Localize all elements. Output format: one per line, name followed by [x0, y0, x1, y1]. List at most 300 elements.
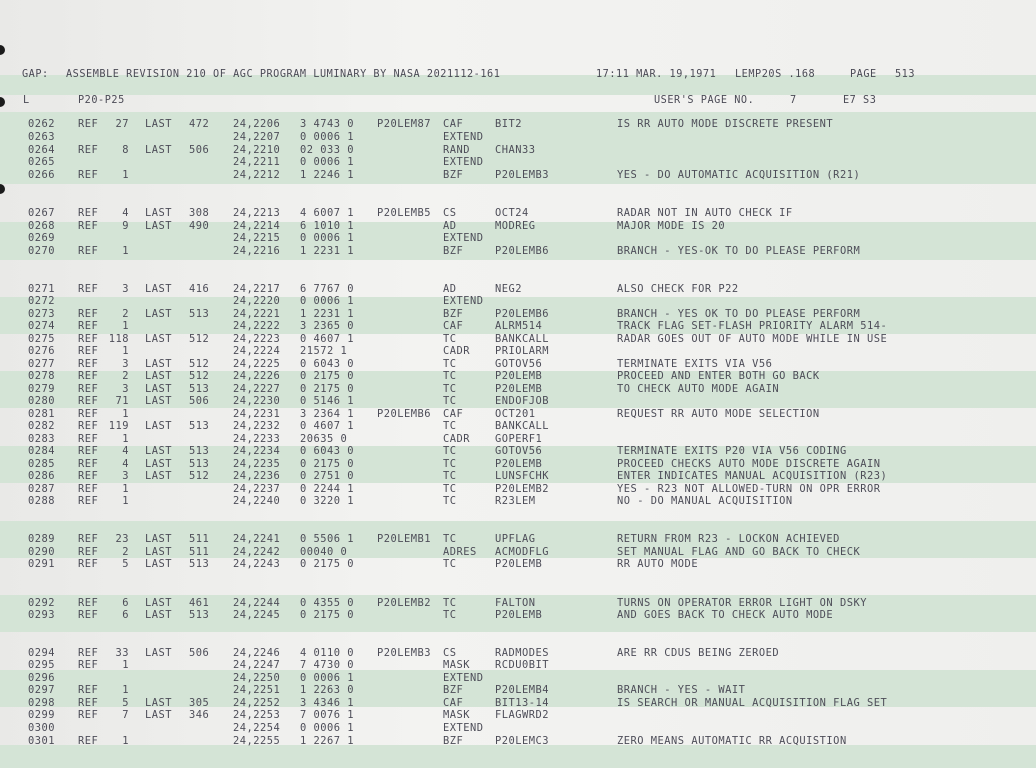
- comment: ARE RR CDUS BEING ZEROED: [617, 647, 780, 659]
- comment: TERMINATE EXITS P20 VIA V56 CODING: [617, 445, 847, 457]
- octal-word: 00040 0: [300, 546, 348, 558]
- comment: AND GOES BACK TO CHECK AUTO MODE: [617, 609, 834, 621]
- line-number: 0274: [28, 320, 56, 332]
- line-number: 0263: [28, 131, 56, 143]
- symbol-label: P20LEM87: [377, 118, 432, 130]
- octal-word: 0 2244 1: [300, 483, 355, 495]
- opcode: TC: [443, 358, 457, 370]
- last-page: 513: [189, 383, 210, 395]
- address: 24,2214: [233, 220, 281, 232]
- ref-keyword: REF: [78, 684, 99, 696]
- last-keyword: LAST: [145, 333, 173, 345]
- line-number: 0298: [28, 697, 56, 709]
- last-page: 506: [189, 647, 210, 659]
- octal-word: 0 2175 0: [300, 370, 355, 382]
- operand: P20LEMB2: [495, 483, 550, 495]
- opcode: EXTEND: [443, 131, 484, 143]
- comment: TERMINATE EXITS VIA V56: [617, 358, 773, 370]
- listing-letter: L: [23, 95, 30, 106]
- octal-word: 7 4730 0: [300, 659, 355, 671]
- last-keyword: LAST: [145, 647, 173, 659]
- line-number: 0273: [28, 308, 56, 320]
- comment: IS SEARCH OR MANUAL ACQUISITION FLAG SET: [617, 697, 888, 709]
- octal-word: 1 2231 1: [300, 308, 355, 320]
- line-number: 0293: [28, 609, 56, 621]
- opcode: TC: [443, 558, 457, 570]
- opcode: EXTEND: [443, 156, 484, 168]
- line-number: 0266: [28, 169, 56, 181]
- octal-word: 4 0110 0: [300, 647, 355, 659]
- ref-keyword: REF: [78, 420, 99, 432]
- last-page: 308: [189, 207, 210, 219]
- opcode: BZF: [443, 735, 464, 747]
- comment: TURNS ON OPERATOR ERROR LIGHT ON DSKY: [617, 597, 867, 609]
- last-page: 513: [189, 458, 210, 470]
- line-number: 0264: [28, 144, 56, 156]
- comment: NO - DO MANUAL ACQUISITION: [617, 495, 793, 507]
- ref-keyword: REF: [78, 358, 99, 370]
- address: 24,2242: [233, 546, 281, 558]
- address: 24,2240: [233, 495, 281, 507]
- operand: P20LEMB3: [495, 169, 550, 181]
- line-number: 0269: [28, 232, 56, 244]
- ref-count: [103, 131, 129, 143]
- line-number: 0280: [28, 395, 56, 407]
- ref-count: 1: [122, 320, 129, 332]
- last-page: 513: [189, 445, 210, 457]
- line-number: 0279: [28, 383, 56, 395]
- ref-count: 23: [115, 533, 129, 545]
- line-number: 0286: [28, 470, 56, 482]
- ref-count: 1: [122, 495, 129, 507]
- opcode: AD: [443, 283, 457, 295]
- operand: OCT201: [495, 408, 536, 420]
- address: 24,2233: [233, 433, 281, 445]
- ref-keyword: REF: [78, 495, 99, 507]
- last-page: 513: [189, 308, 210, 320]
- octal-word: 0 0006 1: [300, 295, 355, 307]
- address: 24,2225: [233, 358, 281, 370]
- assembly-title: ASSEMBLE REVISION 210 OF AGC PROGRAM LUMINARY BY NASA 2021112-161: [66, 69, 501, 80]
- ref-count: 3: [122, 383, 129, 395]
- operand: R23LEM: [495, 495, 536, 507]
- last-keyword: LAST: [145, 118, 173, 130]
- operand: P20LEMB: [495, 609, 543, 621]
- comment: RR AUTO MODE: [617, 558, 699, 570]
- line-number: 0288: [28, 495, 56, 507]
- operand: UPFLAG: [495, 533, 536, 545]
- last-keyword: LAST: [145, 470, 173, 482]
- gap-label: GAP:: [22, 69, 49, 80]
- ref-keyword: REF: [78, 408, 99, 420]
- ref-keyword: REF: [78, 220, 99, 232]
- line-number: 0300: [28, 722, 56, 734]
- operand: P20LEMB4: [495, 684, 550, 696]
- octal-word: 0 6043 0: [300, 358, 355, 370]
- octal-word: 0 6043 0: [300, 445, 355, 457]
- octal-word: 3 4346 1: [300, 697, 355, 709]
- address: 24,2216: [233, 245, 281, 257]
- comment: PROCEED AND ENTER BOTH GO BACK: [617, 370, 820, 382]
- last-keyword: LAST: [145, 220, 173, 232]
- operand: GOTOV56: [495, 445, 543, 457]
- ref-keyword: REF: [78, 647, 99, 659]
- opcode: BZF: [443, 308, 464, 320]
- address: 24,2230: [233, 395, 281, 407]
- operand: ENDOFJOB: [495, 395, 550, 407]
- opcode: TC: [443, 458, 457, 470]
- last-page: 512: [189, 333, 210, 345]
- comment: ZERO MEANS AUTOMATIC RR ACQUISTION: [617, 735, 847, 747]
- address: 24,2227: [233, 383, 281, 395]
- comment: YES - DO AUTOMATIC ACQUISITION (R21): [617, 169, 861, 181]
- last-keyword: LAST: [145, 558, 173, 570]
- comment: ALSO CHECK FOR P22: [617, 283, 739, 295]
- ref-count: 1: [122, 483, 129, 495]
- ref-count: 1: [122, 245, 129, 257]
- address: 24,2244: [233, 597, 281, 609]
- opcode: TC: [443, 483, 457, 495]
- section-title: P20-P25: [78, 95, 125, 106]
- address: 24,2241: [233, 533, 281, 545]
- ref-count: 4: [122, 445, 129, 457]
- last-page: 461: [189, 597, 210, 609]
- address: 24,2222: [233, 320, 281, 332]
- line-number: 0294: [28, 647, 56, 659]
- users-page-label: USER'S PAGE NO.: [654, 95, 755, 106]
- ref-keyword: REF: [78, 383, 99, 395]
- last-keyword: LAST: [145, 358, 173, 370]
- opcode: TC: [443, 597, 457, 609]
- operand: LUNSFCHK: [495, 470, 550, 482]
- last-keyword: LAST: [145, 597, 173, 609]
- ref-count: 6: [122, 597, 129, 609]
- ref-keyword: REF: [78, 597, 99, 609]
- octal-word: 1 2263 0: [300, 684, 355, 696]
- line-number: 0290: [28, 546, 56, 558]
- opcode: CAF: [443, 320, 464, 332]
- ref-count: 5: [122, 558, 129, 570]
- last-keyword: LAST: [145, 445, 173, 457]
- opcode: EXTEND: [443, 295, 484, 307]
- octal-word: 3 2365 0: [300, 320, 355, 332]
- comment: RADAR GOES OUT OF AUTO MODE WHILE IN USE: [617, 333, 888, 345]
- operand: BANKCALL: [495, 420, 550, 432]
- comment: RETURN FROM R23 - LOCKON ACHIEVED: [617, 533, 840, 545]
- last-page: 490: [189, 220, 210, 232]
- octal-word: 6 7767 0: [300, 283, 355, 295]
- last-page: 512: [189, 358, 210, 370]
- opcode: MASK: [443, 709, 471, 721]
- symbol-label: P20LEMB5: [377, 207, 432, 219]
- ref-count: 27: [115, 118, 129, 130]
- address: 24,2246: [233, 647, 281, 659]
- address: 24,2221: [233, 308, 281, 320]
- last-keyword: LAST: [145, 395, 173, 407]
- ref-keyword: REF: [78, 659, 99, 671]
- ref-count: 33: [115, 647, 129, 659]
- address: 24,2215: [233, 232, 281, 244]
- opcode: TC: [443, 495, 457, 507]
- punch-hole: [0, 45, 5, 55]
- address: 24,2243: [233, 558, 281, 570]
- address: 24,2212: [233, 169, 281, 181]
- last-keyword: LAST: [145, 709, 173, 721]
- address: 24,2245: [233, 609, 281, 621]
- address: 24,2207: [233, 131, 281, 143]
- address: 24,2217: [233, 283, 281, 295]
- ref-keyword: REF: [78, 609, 99, 621]
- ref-count: 118: [108, 333, 129, 345]
- last-keyword: LAST: [145, 609, 173, 621]
- ref-count: [103, 232, 129, 244]
- comment: MAJOR MODE IS 20: [617, 220, 726, 232]
- ref-keyword: REF: [78, 445, 99, 457]
- ref-count: 9: [122, 220, 129, 232]
- line-number: 0277: [28, 358, 56, 370]
- opcode: EXTEND: [443, 722, 484, 734]
- address: 24,2255: [233, 735, 281, 747]
- comment: ENTER INDICATES MANUAL ACQUISITION (R23): [617, 470, 888, 482]
- last-page: 416: [189, 283, 210, 295]
- octal-word: 4 6007 1: [300, 207, 355, 219]
- opcode: BZF: [443, 169, 464, 181]
- opcode: RAND: [443, 144, 471, 156]
- ref-keyword: REF: [78, 118, 99, 130]
- line-number: 0268: [28, 220, 56, 232]
- comment: IS RR AUTO MODE DISCRETE PRESENT: [617, 118, 834, 130]
- octal-word: 7 0076 1: [300, 709, 355, 721]
- address: 24,2254: [233, 722, 281, 734]
- symbol-label: P20LEMB1: [377, 533, 432, 545]
- ref-count: 1: [122, 169, 129, 181]
- octal-word: 0 0006 1: [300, 156, 355, 168]
- opcode: TC: [443, 445, 457, 457]
- last-keyword: LAST: [145, 370, 173, 382]
- operand: RCDU0BIT: [495, 659, 550, 671]
- octal-word: 1 2267 1: [300, 735, 355, 747]
- page-label: PAGE: [850, 69, 877, 80]
- line-number: 0278: [28, 370, 56, 382]
- opcode: ADRES: [443, 546, 477, 558]
- line-number: 0285: [28, 458, 56, 470]
- lemp-id: LEMP20S .168: [735, 69, 816, 80]
- line-number: 0297: [28, 684, 56, 696]
- octal-word: 0 0006 1: [300, 131, 355, 143]
- ref-count: 1: [122, 408, 129, 420]
- last-page: 513: [189, 558, 210, 570]
- ref-count: 71: [115, 395, 129, 407]
- comment: YES - R23 NOT ALLOWED-TURN ON OPR ERROR: [617, 483, 881, 495]
- ref-keyword: REF: [78, 533, 99, 545]
- last-keyword: LAST: [145, 458, 173, 470]
- opcode: EXTEND: [443, 232, 484, 244]
- comment: BRANCH - YES - WAIT: [617, 684, 746, 696]
- line-number: 0296: [28, 672, 56, 684]
- address: 24,2211: [233, 156, 281, 168]
- punch-hole: [0, 184, 5, 194]
- last-page: 346: [189, 709, 210, 721]
- comment: TO CHECK AUTO MODE AGAIN: [617, 383, 780, 395]
- operand: FLAGWRD2: [495, 709, 550, 721]
- octal-word: 0 4607 1: [300, 420, 355, 432]
- line-number: 0281: [28, 408, 56, 420]
- ref-count: 4: [122, 207, 129, 219]
- opcode: TC: [443, 533, 457, 545]
- operand: P20LEMB: [495, 458, 543, 470]
- ref-keyword: REF: [78, 345, 99, 357]
- operand: P20LEMB: [495, 558, 543, 570]
- ref-count: 7: [122, 709, 129, 721]
- line-number: 0282: [28, 420, 56, 432]
- comment: BRANCH - YES OK TO DO PLEASE PERFORM: [617, 308, 861, 320]
- operand: P20LEMB: [495, 370, 543, 382]
- opcode: CS: [443, 647, 457, 659]
- ref-count: [103, 722, 129, 734]
- operand: MODREG: [495, 220, 536, 232]
- last-page: 506: [189, 144, 210, 156]
- address: 24,2253: [233, 709, 281, 721]
- ref-keyword: REF: [78, 697, 99, 709]
- line-number: 0270: [28, 245, 56, 257]
- address: 24,2234: [233, 445, 281, 457]
- line-number: 0291: [28, 558, 56, 570]
- line-number: 0272: [28, 295, 56, 307]
- opcode: CAF: [443, 408, 464, 420]
- last-page: 305: [189, 697, 210, 709]
- line-number: 0262: [28, 118, 56, 130]
- line-number: 0295: [28, 659, 56, 671]
- comment: BRANCH - YES-OK TO DO PLEASE PERFORM: [617, 245, 861, 257]
- opcode: TC: [443, 470, 457, 482]
- octal-word: 0 5146 1: [300, 395, 355, 407]
- ref-keyword: REF: [78, 320, 99, 332]
- ref-count: [103, 295, 129, 307]
- ref-count: 1: [122, 433, 129, 445]
- ref-count: 1: [122, 345, 129, 357]
- line-number: 0283: [28, 433, 56, 445]
- opcode: TC: [443, 370, 457, 382]
- opcode: BZF: [443, 684, 464, 696]
- line-number: 0287: [28, 483, 56, 495]
- operand: BANKCALL: [495, 333, 550, 345]
- octal-word: 0 2175 0: [300, 383, 355, 395]
- symbol-label: P20LEMB3: [377, 647, 432, 659]
- line-number: 0289: [28, 533, 56, 545]
- ref-count: [103, 156, 129, 168]
- octal-word: 6 1010 1: [300, 220, 355, 232]
- ref-count: 1: [122, 684, 129, 696]
- octal-word: 0 3220 1: [300, 495, 355, 507]
- operand: ACMODFLG: [495, 546, 550, 558]
- octal-word: 1 2231 1: [300, 245, 355, 257]
- address: 24,2206: [233, 118, 281, 130]
- ref-keyword: REF: [78, 735, 99, 747]
- address: 24,2224: [233, 345, 281, 357]
- last-page: 512: [189, 370, 210, 382]
- operand: P20LEMB6: [495, 245, 550, 257]
- ref-keyword: REF: [78, 144, 99, 156]
- last-keyword: LAST: [145, 144, 173, 156]
- opcode: MASK: [443, 659, 471, 671]
- opcode: CAF: [443, 118, 464, 130]
- ref-count: 3: [122, 283, 129, 295]
- octal-word: 0 0006 1: [300, 722, 355, 734]
- octal-word: 21572 1: [300, 345, 348, 357]
- address: 24,2237: [233, 483, 281, 495]
- ref-keyword: REF: [78, 333, 99, 345]
- operand: PRIOLARM: [495, 345, 550, 357]
- comment: TRACK FLAG SET-FLASH PRIORITY ALARM 514-: [617, 320, 888, 332]
- last-keyword: LAST: [145, 207, 173, 219]
- octal-word: 3 2364 1: [300, 408, 355, 420]
- line-number: 0265: [28, 156, 56, 168]
- opcode: TC: [443, 395, 457, 407]
- line-number: 0301: [28, 735, 56, 747]
- octal-word: 02 033 0: [300, 144, 355, 156]
- opcode: CADR: [443, 433, 471, 445]
- ref-keyword: REF: [78, 546, 99, 558]
- address: 24,2250: [233, 672, 281, 684]
- opcode: AD: [443, 220, 457, 232]
- address: 24,2210: [233, 144, 281, 156]
- operand: ALRM514: [495, 320, 543, 332]
- ref-keyword: REF: [78, 245, 99, 257]
- last-page: 511: [189, 546, 210, 558]
- last-keyword: LAST: [145, 283, 173, 295]
- ref-keyword: REF: [78, 458, 99, 470]
- opcode: CS: [443, 207, 457, 219]
- last-keyword: LAST: [145, 533, 173, 545]
- opcode: TC: [443, 609, 457, 621]
- page-code: E7 S3: [843, 95, 877, 106]
- ref-count: 1: [122, 735, 129, 747]
- ref-keyword: REF: [78, 308, 99, 320]
- symbol-label: P20LEMB2: [377, 597, 432, 609]
- ref-count: 4: [122, 458, 129, 470]
- last-keyword: LAST: [145, 383, 173, 395]
- address: 24,2220: [233, 295, 281, 307]
- opcode: TC: [443, 420, 457, 432]
- octal-word: 0 5506 1: [300, 533, 355, 545]
- operand: CHAN33: [495, 144, 536, 156]
- last-page: 513: [189, 609, 210, 621]
- octal-word: 0 2751 0: [300, 470, 355, 482]
- last-keyword: LAST: [145, 420, 173, 432]
- address: 24,2223: [233, 333, 281, 345]
- ref-keyword: REF: [78, 709, 99, 721]
- green-bar: [0, 745, 1036, 768]
- octal-word: 0 0006 1: [300, 672, 355, 684]
- address: 24,2213: [233, 207, 281, 219]
- octal-word: 0 0006 1: [300, 232, 355, 244]
- ref-count: 8: [122, 144, 129, 156]
- opcode: EXTEND: [443, 672, 484, 684]
- address: 24,2235: [233, 458, 281, 470]
- opcode: CAF: [443, 697, 464, 709]
- operand: OCT24: [495, 207, 529, 219]
- address: 24,2247: [233, 659, 281, 671]
- ref-count: 2: [122, 546, 129, 558]
- octal-word: 0 2175 0: [300, 558, 355, 570]
- ref-keyword: REF: [78, 470, 99, 482]
- opcode: TC: [443, 383, 457, 395]
- assembly-time: 17:11 MAR. 19,1971: [596, 69, 717, 80]
- last-keyword: LAST: [145, 546, 173, 558]
- ref-count: [103, 672, 129, 684]
- line-number: 0292: [28, 597, 56, 609]
- opcode: BZF: [443, 245, 464, 257]
